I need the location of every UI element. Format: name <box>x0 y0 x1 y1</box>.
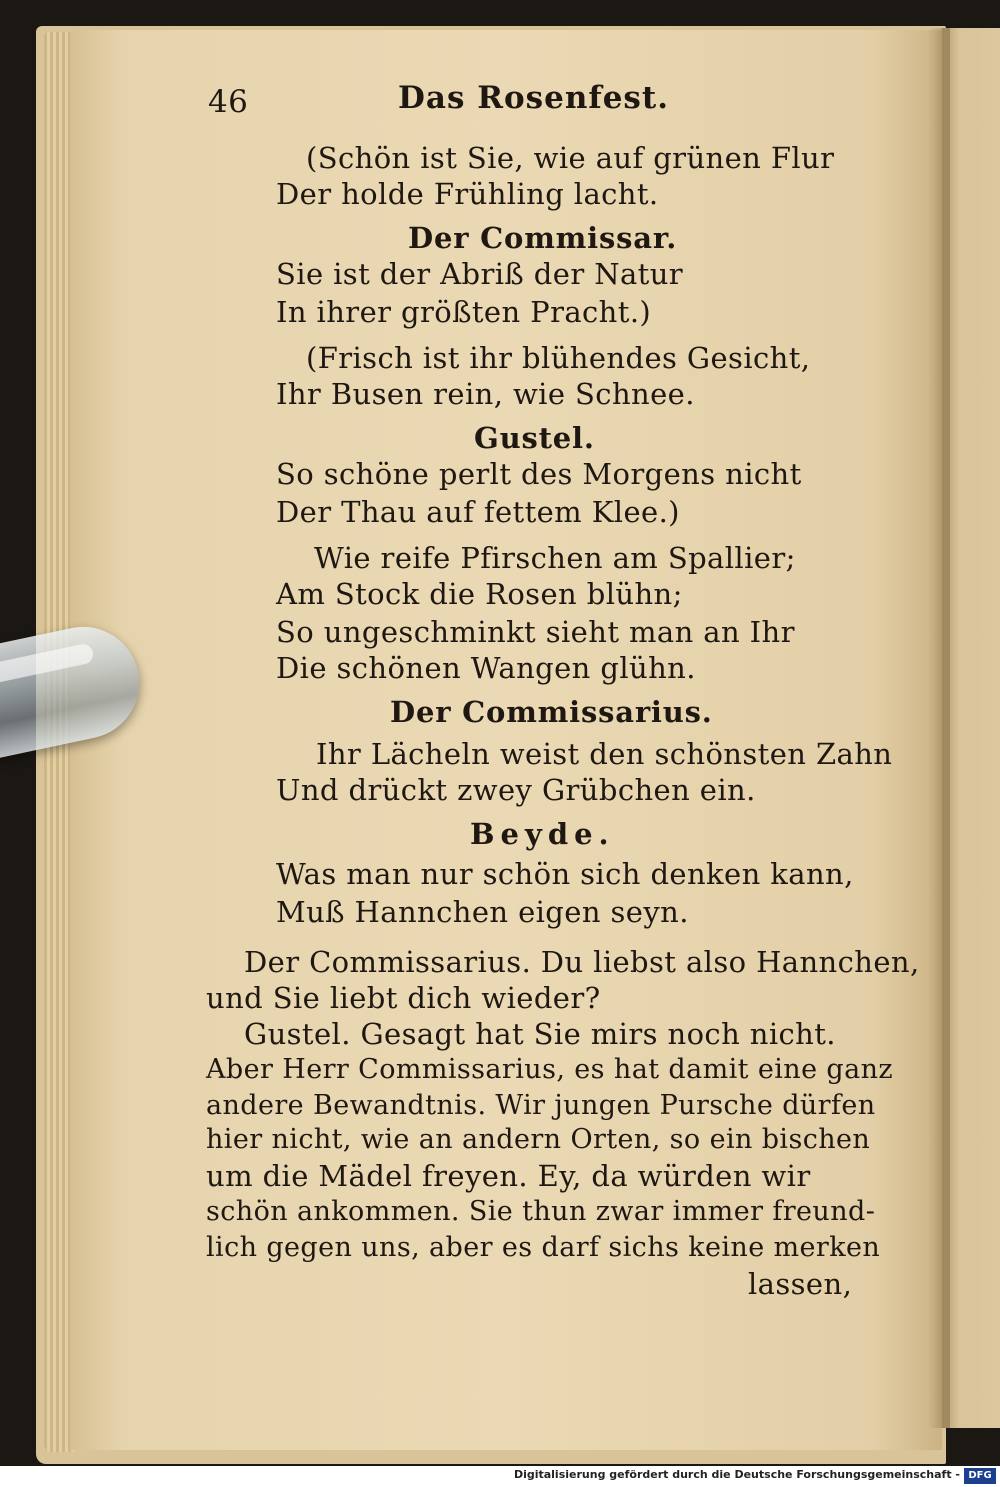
verse-line: So ungeschminkt sieht man an Ihr <box>276 615 795 649</box>
verse-line: So schöne perlt des Morgens nicht <box>276 457 802 491</box>
verse-line: Ihr Busen rein, wie Schnee. <box>276 377 695 411</box>
facing-page <box>942 28 1000 1428</box>
prose-line: Aber Herr Commissarius, es hat damit eine ganz <box>206 1054 894 1085</box>
verse-line: (Frisch ist ihr blühendes Gesicht, <box>306 341 811 375</box>
verse-line: Und drückt zwey Grübchen ein. <box>276 773 756 807</box>
verse-line: Wie reife Pfirschen am Spallier; <box>314 541 796 575</box>
speaker-label: Der Commissar. <box>408 221 678 255</box>
speaker-label: Gustel. <box>474 421 595 455</box>
prose-line: Der Commissarius. Du liebst also Hannchen, <box>244 945 920 979</box>
page-number: 46 <box>208 84 249 120</box>
speaker-label: Beyde. <box>470 817 615 851</box>
dfg-logo-icon: DFG <box>964 1468 996 1484</box>
gutter-shadow <box>928 28 950 1428</box>
prose-line: um die Mädel freyen. Ey, da würden wir <box>206 1159 811 1193</box>
verse-line: Ihr Lächeln weist den schönsten Zahn <box>316 737 893 771</box>
footer-credit: Digitalisierung gefördert durch die Deutsche Forschungsgemeinschaft - <box>513 1468 960 1481</box>
footer-bar <box>0 1466 1000 1487</box>
running-head: Das Rosenfest. <box>398 80 669 116</box>
catchword: lassen, <box>748 1267 853 1301</box>
verse-line: (Schön ist Sie, wie auf grünen Flur <box>306 141 835 175</box>
speaker-label: Der Commissarius. <box>390 695 713 729</box>
prose-line: hier nicht, wie an andern Orten, so ein bischen <box>206 1124 871 1155</box>
verse-line: Muß Hannchen eigen seyn. <box>276 895 689 929</box>
prose-line: Gustel. Gesagt hat Sie mirs noch nicht. <box>244 1017 836 1051</box>
prose-line: und Sie liebt dich wieder? <box>206 981 601 1015</box>
prose-line: lich gegen uns, aber es darf sichs keine merken <box>206 1232 881 1263</box>
verse-line: In ihrer größten Pracht.) <box>276 295 652 329</box>
verse-line: Der Thau auf fettem Klee.) <box>276 495 680 529</box>
verse-line: Der holde Frühling lacht. <box>276 177 659 211</box>
verse-line: Sie ist der Abriß der Natur <box>276 257 684 291</box>
verse-line: Am Stock die Rosen blühn; <box>276 577 683 611</box>
glass-highlight <box>0 642 95 693</box>
prose-line: schön ankommen. Sie thun zwar immer freund- <box>206 1196 876 1227</box>
verse-line: Die schönen Wangen glühn. <box>276 651 696 685</box>
verse-line: Was man nur schön sich denken kann, <box>276 857 854 891</box>
prose-line: andere Bewandtnis. Wir jungen Pursche dürfen <box>206 1090 876 1121</box>
